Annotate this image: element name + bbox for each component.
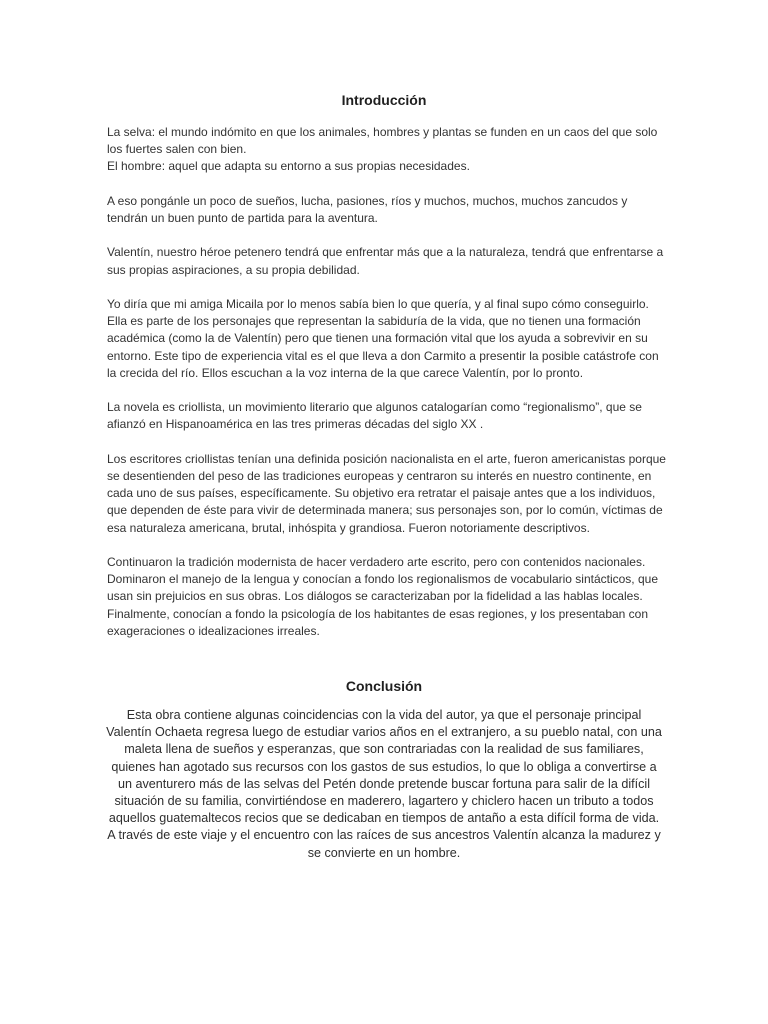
conclusion-body: Esta obra contiene algunas coincidencias con la vida del autor, ya que el personaje principal Valentín Ochaeta regresa luego de estudiar varios años en el extranjero, a su pueblo natal, con una maleta llena de sueños y esperanzas, que son contrariadas con la realidad de sus familiares, quienes han agotado sus recursos con los gastos de sus estudios, lo que lo obliga a convertirse a un aventurero más de las selvas del Petén donde pretende buscar fortuna para salir de la difícil situación de su familia, convirtiéndose en maderero, lagartero y chiclero hacen un tributo a todos aquellos guatemaltecos recios que se dedicaban en tiempos de antaño a esta difícil forma de vida. A través de este viaje y el encuentro con las raíces de sus ancestros Valentín alcanza la madurez y se convierte en un hombre. (106, 708, 662, 860)
introduction-body (107, 124, 667, 657)
intro-paragraph-6: Los escritores criollistas tenían una definida posición nacionalista en el arte, fueron americanistas porque se desentienden del peso de las tradiciones europeas y centraron su interés en nuestro continente, en cada uno de sus países, específicamente. Su objetivo era retratar el paisaje antes que a los individuos, que dependen de éste para vivir de determinada manera; sus personajes son, por lo común, víctimas de esa naturaleza americana, brutal, inhóspita y grandiosa. Fueron notoriamente descriptivos. (107, 451, 666, 535)
intro-paragraph-7: Continuaron la tradición modernista de hacer verdadero arte escrito, pero con contenidos nacionales. Dominaron el manejo de la lengua y conocían a fondo los regionalismos de vocabulario sintácticos, que usan sin prejuicios en sus obras. Los diálogos se caracterizaban por la fidelidad a las hablas locales. Finalmente, conocían a fondo la psicología de los habitantes de esas regiones, y los presentaban con exageraciones o idealizaciones irreales. (107, 554, 658, 638)
intro-paragraph-4: Yo diría que mi amiga Micaila por lo menos sabía bien lo que quería, y al final supo cómo conseguirlo. Ella es parte de los personajes que representan la sabiduría de la vida, que no tienen una formación académica (como la de Valentín) pero que tienen una formación vital que los ayuda a sobrevivir en su entorno. Este tipo de experiencia vital es el que lleva a don Carmito a presentir la posible catástrofe con la crecida del río. Ellos escuchan a la voz interna de la que carece Valentín, por lo pronto. (107, 296, 659, 380)
intro-paragraph-5: La novela es criollista, un movimiento literario que algunos catalogarían como “regionalismo”, que se afianzó en Hispanoamérica en las tres primeras décadas del siglo XX . (107, 400, 642, 432)
intro-paragraph-3: Valentín, nuestro héroe petenero tendrá que enfrentar más que a la naturaleza, tendrá que enfrentarse a sus propias aspiraciones, a su propia debilidad. (107, 245, 664, 277)
conclusion-title: Conclusión (345, 678, 423, 694)
intro-paragraph-2: A eso pongánle un poco de sueños, lucha, pasiones, ríos y muchos, muchos, muchos zancudos y tendrán un buen punto de partida para la aventura. (107, 193, 628, 225)
intro-paragraph-1 (107, 124, 667, 176)
intro-line-selva: La selva: el mundo indómito en que los animales, hombres y plantas se funden en un caos del que solo los fuertes salen con bien. (107, 125, 658, 157)
introduction-title: Introducción (341, 92, 427, 108)
intro-line-hombre: El hombre: aquel que adapta su entorno a sus propias necesidades. (107, 159, 470, 174)
